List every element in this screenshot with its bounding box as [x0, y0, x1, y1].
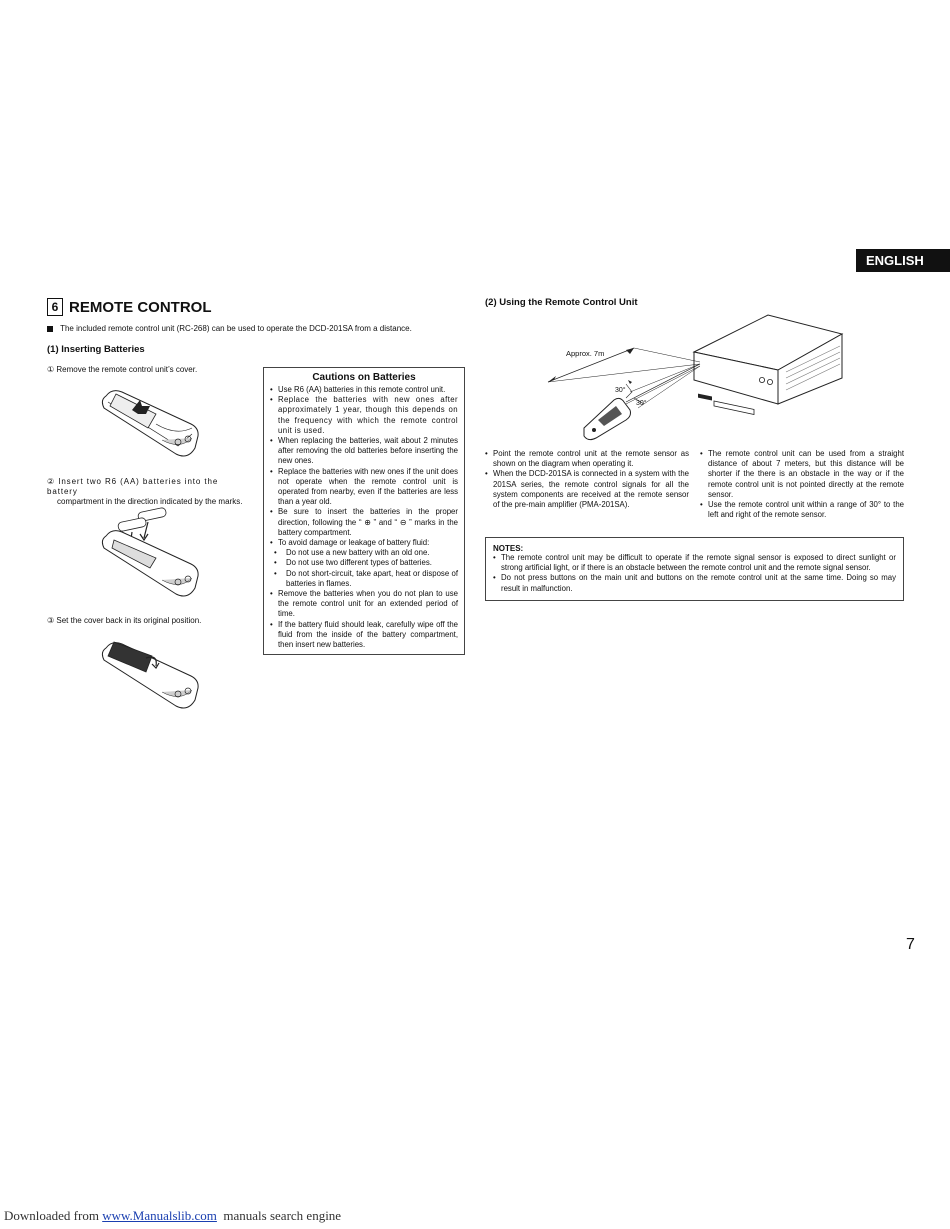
notes-box — [485, 537, 904, 601]
diagram-angle-label-2: 30° — [636, 400, 647, 407]
language-tab: ENGLISH — [856, 249, 950, 272]
usage-left-column — [485, 449, 689, 510]
list-item: • Use R6 (AA) batteries in this remote control unit. — [270, 385, 458, 395]
cautions-list — [270, 385, 458, 650]
sub-list-item: • Do not short-circuit, take apart, heat or dispose of batteries in flames. — [270, 569, 458, 589]
inserting-heading: (1) Inserting Batteries — [47, 344, 145, 355]
diagram-angle-label-1: 30° — [615, 387, 626, 394]
section-intro — [47, 324, 412, 333]
battery-insertion-illustration — [96, 506, 202, 600]
list-item: • Remove the batteries when you do not plan to use the remote control unit for an extended period of time. — [270, 589, 458, 620]
section-number: 6 — [47, 298, 63, 316]
cautions-box — [263, 367, 465, 655]
using-heading: (2) Using the Remote Control Unit — [485, 297, 638, 308]
list-item: • Replace the batteries with new ones after approximately 1 year, though this depends on the frequency with which the remote control unit is used. — [270, 395, 458, 436]
list-item: • Be sure to insert the batteries in the proper direction, following the “ ⊕ ” and “ ⊖ ” marks in the battery compartment. — [270, 507, 458, 538]
footer-prefix: Downloaded from — [4, 1208, 103, 1223]
sub-list-item: • Do not use two different types of batteries. — [270, 558, 458, 568]
remote-range-diagram — [540, 312, 846, 442]
diagram-distance-label: Approx. 7m — [566, 349, 605, 358]
step-2-line-2: compartment in the direction indicated by the marks. — [57, 497, 243, 507]
intro-text: The included remote control unit (RC-268) can be used to operate the DCD-201SA from a distance. — [60, 324, 412, 333]
step-2 — [47, 477, 252, 508]
list-item: • The remote control unit may be difficult to operate if the remote signal sensor is exposed to direct sunlight or strong artificial light, or if there is an obstacle between the remote control unit and the remote signal sensor. — [493, 553, 896, 573]
list-item — [270, 538, 458, 589]
step-1: ① Remove the remote control unit’s cover. — [47, 365, 198, 374]
square-bullet-icon — [47, 326, 53, 332]
manualslib-link[interactable]: www.Manualslib.com — [102, 1208, 217, 1223]
section-title — [47, 298, 212, 316]
list-item: • When the DCD-201SA is connected in a system with the 201SA series, the remote control signals for all the system components are received at the remote sensor of the pre-main amplifier (PMA-201SA). — [485, 469, 689, 510]
list-item: • Point the remote control unit at the remote sensor as shown on the diagram when operating it. — [485, 449, 689, 469]
sub-list-item: • Do not use a new battery with an old one. — [270, 548, 458, 558]
notes-title: NOTES: — [493, 544, 524, 553]
list-item: • If the battery fluid should leak, carefully wipe off the fluid from the inside of the battery compartment, then insert new batteries. — [270, 620, 458, 651]
section-title-text: REMOTE CONTROL — [69, 298, 212, 316]
step-3: ③ Set the cover back in its original position. — [47, 616, 202, 625]
list-item: • Do not press buttons on the main unit and buttons on the remote control unit at the same time. Doing so may result in malfunction. — [493, 573, 896, 593]
step-2-line-1: ② Insert two R6 (AA) batteries into the battery — [47, 477, 219, 497]
list-item: • Replace the batteries with new ones if the unit does not operate when the remote control unit is operated from nearby, even if the batteries are less than a year old. — [270, 467, 458, 508]
download-footer — [4, 1208, 341, 1224]
sub-list — [278, 548, 458, 589]
footer-suffix: manuals search engine — [216, 1208, 342, 1223]
remote-cover-removal-illustration — [96, 384, 202, 460]
cautions-title: Cautions on Batteries — [312, 372, 416, 383]
list-item: • Use the remote control unit within a range of 30° to the left and right of the remote sensor. — [700, 500, 904, 520]
list-item-text: To avoid damage or leakage of battery fluid: — [278, 538, 430, 548]
cover-replacement-illustration — [96, 636, 202, 712]
page-number: 7 — [906, 936, 915, 953]
usage-right-column — [700, 449, 904, 520]
list-item: • When replacing the batteries, wait about 2 minutes after removing the old batteries before inserting the new ones. — [270, 436, 458, 467]
list-item: • The remote control unit can be used from a straight distance of about 7 meters, but this distance will be shorter if the there is an obstacle in the way or if the remote control unit is not pointed directly at the remote sensor. — [700, 449, 904, 500]
